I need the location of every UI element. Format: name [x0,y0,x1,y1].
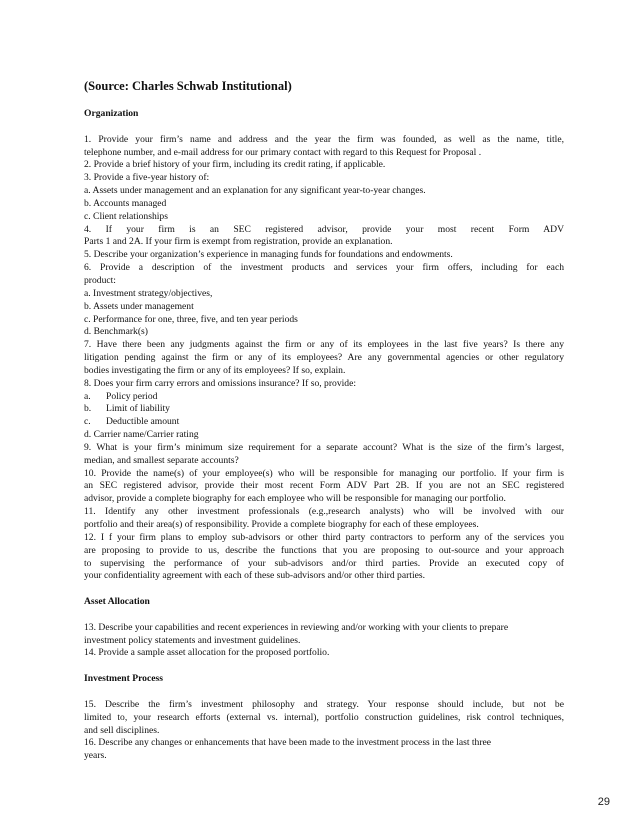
text-line: an SEC registered advisor, provide their most recent Form ADV Part 2B. If you are not an SEC registered [84,480,564,492]
list-marker: c. [84,416,91,428]
text-line: 10. Provide the name(s) of your employee(s) who will be responsible for managing our portfolio. If your firm is [84,467,564,479]
text-line: median, and smallest separate accounts? [84,454,239,466]
text-line: 11. Identify any other investment professionals (e.g.,research analysts) who will be involved with our [84,506,564,518]
blank-line [84,686,564,699]
text-line: advisor, provide a complete biography for each employee who will be responsible for managing our portfolio. [84,493,506,505]
blank-line [84,609,564,622]
text-line: to supervising the performance of your sub-advisors and/or third parties. Provide an executed copy of [84,557,564,569]
text-line: 14. Provide a sample asset allocation for the proposed portfolio. [84,647,330,659]
list-marker: b. [84,403,92,415]
text-line: Parts 1 and 2A. If your firm is exempt from registration, provide an explanation. [84,236,393,248]
text-line: bodies investigating the firm or any of its employees? If so, explain. [84,364,346,376]
blank-line [84,660,564,673]
text-line: 16. Describe any changes or enhancements that have been made to the investment process in the last three [84,737,492,749]
text-line: d. Carrier name/Carrier rating [84,429,199,441]
text-line: 1. Provide your firm’s name and address and the year the firm was founded, as well as the name, title, [84,133,564,145]
text-line: telephone number, and e-mail address for our primary contact with regard to this Request for Proposal . [84,146,482,158]
text-line: portfolio and their area(s) of responsibility. Provide a complete biography for each of these employees. [84,519,479,530]
text-line: your confidentiality agreement with each of these sub-advisors and/or other third parties. [84,570,426,582]
text-line: product: [84,274,116,286]
text-line: 13. Describe your capabilities and recent experiences in reviewing and/or working with your clients to prepare [84,621,509,633]
list-item-text: Policy period [106,390,158,402]
text-line: limited to, your research efforts (external vs. internal), portfolio construction guidelines, risk control techniques, [84,711,564,723]
text-line [84,403,564,416]
text-line: d. Benchmark(s) [84,326,148,338]
text-line: b. Assets under management [84,300,194,312]
blank-line [84,583,564,596]
text-line [84,391,564,404]
text-line: a. Investment strategy/objectives, [84,287,213,299]
text-line: years. [84,750,107,762]
text-line: 8. Does your firm carry errors and omissions insurance? If so, provide: [84,377,357,389]
text-line: 7. Have there been any judgments against the firm or any of its employees in the last five years? Is there any [84,339,564,351]
page-number: 29 [597,796,610,808]
text-line [84,416,564,429]
text-line: c. Client relationships [84,210,168,222]
text-line: 5. Describe your organization’s experience in managing funds for foundations and endowments. [84,249,453,261]
text-line: 15. Describe the firm’s investment philosophy and strategy. Your response should include, but not be [84,698,564,710]
source-line: (Source: Charles Schwab Institutional) [84,79,292,93]
text-line: c. Performance for one, three, five, and ten year periods [84,313,298,325]
text-line: 3. Provide a five-year history of: [84,172,210,184]
text-line: b. Accounts managed [84,197,167,209]
text-line: a. Assets under management and an explanation for any significant year-to-year changes. [84,185,426,197]
text-line: 9. What is your firm’s minimum size requirement for a separate account? What is the size of the firm’s largest, [84,441,564,453]
text-line: investment policy statements and investment guidelines. [84,634,301,646]
document-body [84,108,564,763]
text-line: 4. If your firm is an SEC registered advisor, provide your most recent Form ADV [84,223,564,235]
list-item-text: Deductible amount [106,416,180,428]
text-line: are proposing to provide to us, describe the functions that you are proposing to out-source and your approach [84,544,564,556]
section-heading: Asset Allocation [84,596,150,608]
section-heading: Organization [84,108,139,119]
list-marker: a. [84,390,91,402]
text-line: 12. I f your firm plans to employ sub-advisors or other third party contractors to perform any of the services you [84,531,564,543]
list-item-text: Limit of liability [106,403,170,415]
text-line: litigation pending against the firm or any of its employees? Are any governmental agencies or other regulatory [84,352,564,364]
text-line: 2. Provide a brief history of your firm, including its credit rating, if applicable. [84,159,386,171]
text-line: and sell disciplines. [84,724,160,736]
text-line: 6. Provide a description of the investment products and services your firm offers, including for each [84,262,564,274]
section-heading: Investment Process [84,673,163,685]
blank-line [84,121,564,134]
